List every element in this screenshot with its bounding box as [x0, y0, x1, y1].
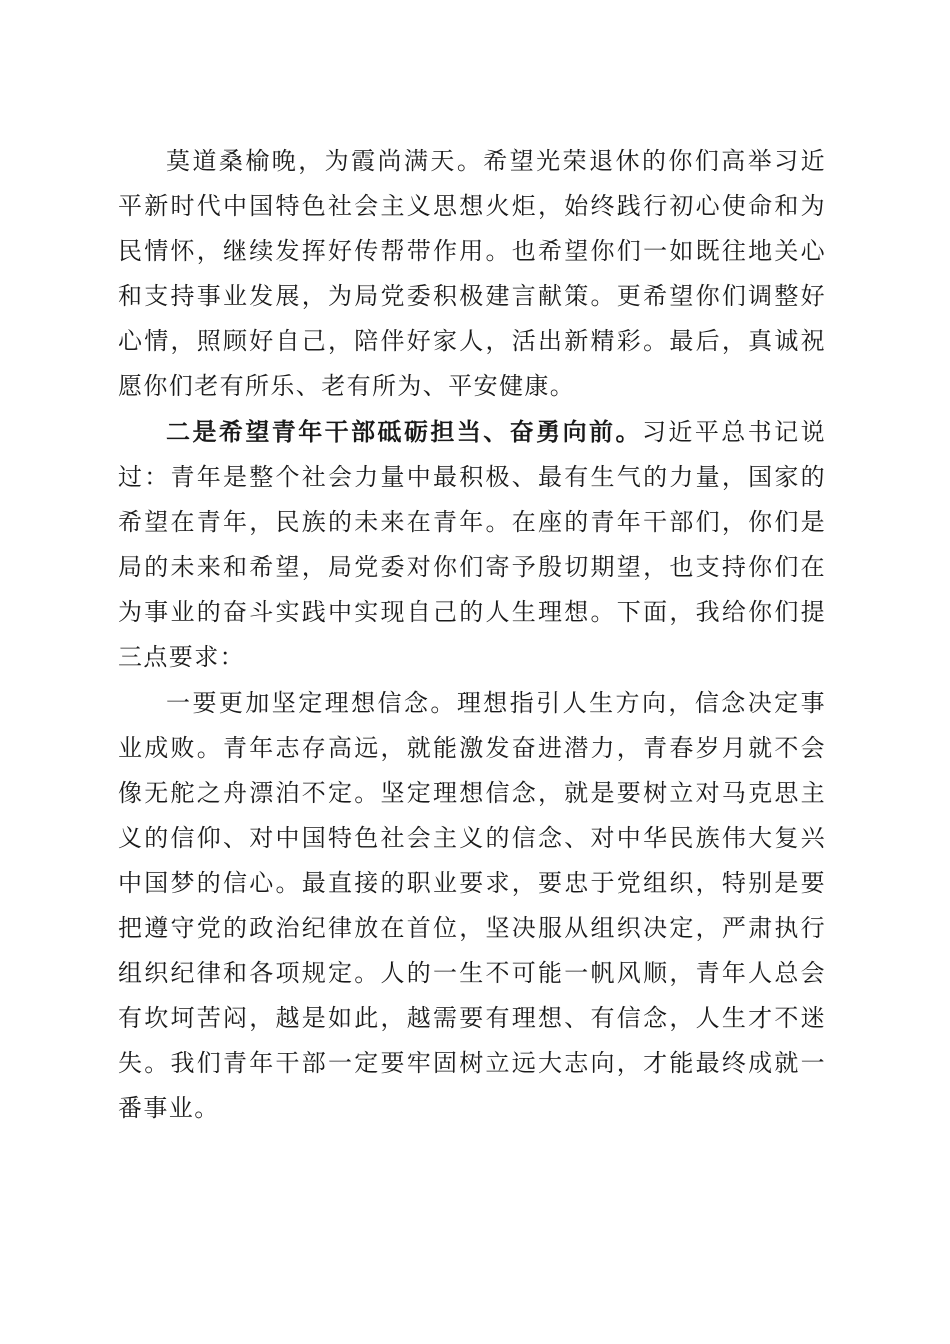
- paragraph-text: 习近平总书记说过：青年是整个社会力量中最积极、最有生气的力量，国家的希望在青年，民族的未来在青年。在座的青年干部们，你们是局的未来和希望，局党委对你们寄予殷切期望，也支持你们在为事业的奋斗实践中实现自己的人生理想。下面，我给你们提三点要求：: [118, 418, 826, 671]
- paragraph-young-cadres: [118, 409, 826, 680]
- document-body: [118, 138, 826, 1131]
- paragraph-retirees-wishes: [118, 138, 826, 409]
- paragraph-text: 一要更加坚定理想信念。理想指引人生方向，信念决定事业成败。青年志存高远，就能激发奋进潜力，青春岁月就不会像无舵之舟漂泊不定。坚定理想信念，就是要树立对马克思主义的信仰、对中国特色社会主义的信念、对中华民族伟大复兴中国梦的信心。最直接的职业要求，要忠于党组织，特别是要把遵守党的政治纪律放在首位，坚决服从组织决定，严肃执行组织纪律和各项规定。人的一生不可能一帆风顺，青年人总会有坎坷苦闷，越是如此，越需要有理想、有信念，人生才不迷失。我们青年干部一定要牢固树立远大志向，才能最终成就一番事业。: [118, 689, 826, 1122]
- paragraph-lead-heading: 二是希望青年干部砥砺担当、奋勇向前。: [166, 417, 642, 446]
- paragraph-text: 莫道桑榆晚，为霞尚满天。希望光荣退休的你们高举习近平新时代中国特色社会主义思想火炬，始终践行初心使命和为民情怀，继续发挥好传帮带作用。也希望你们一如既往地关心和支持事业发展，为局党委积极建言献策。更希望你们调整好心情，照顾好自己，陪伴好家人，活出新精彩。最后，真诚祝愿你们老有所乐、老有所为、平安健康。: [118, 147, 826, 400]
- paragraph-ideals-beliefs: [118, 680, 826, 1131]
